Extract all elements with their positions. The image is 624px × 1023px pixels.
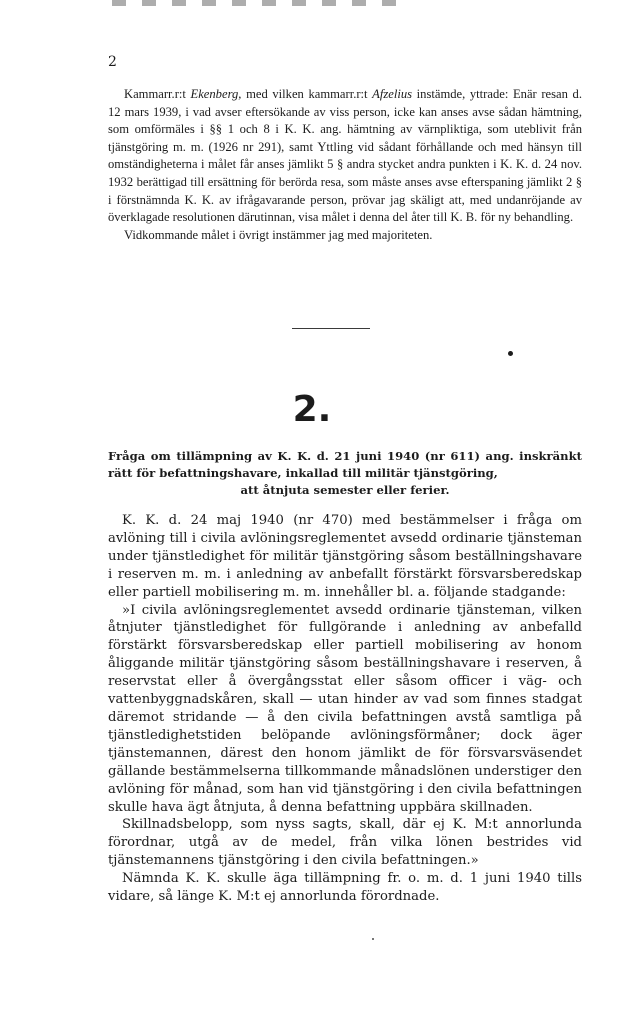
page-number: 2: [108, 54, 118, 70]
dissent-paragraph: [108, 86, 582, 227]
dissent-closing: Vidkommande målet i övrigt instämmer jag med majoriteten.: [124, 227, 433, 242]
body-paragraph: Nämnda K. K. skulle äga tillämpning fr. o. m. d. 1 juni 1940 tills vidare, så länge K. M:t ej annorlunda förordnade.: [108, 871, 582, 905]
judge-name-afzelius: Afzelius: [372, 87, 413, 101]
dissent-text: instämde, yttrade: Enär resan d. 12 mars 1939, i vad avser eftersökande av viss person, icke kan anses avse sådan hämtning, som omförmäles i §§ 1 och 8 i K. K. ang. hämtning av värnpliktiga, som uteblivit från tjänstgöring m. m. (1926 nr 291), samt Yttling vid sådant förhållande och med hänsyn till omständigheterna i målet får anses jämlikt 5 § andra stycket andra punkten i K. K. d. 24 nov. 1932 berättigad till ersättning för berörda resa, som måste anses avse efterspaning jämlikt 2 § i förstnämnda K. K. av ifrågavarande person, prövar jag skäligt att, med undanröjande av överklagade resolutionen därutinnan, visa målet i denna del åter till K. B. för ny behandling.: [108, 87, 582, 225]
dissent-middle: med vilken kammarr.r:t: [246, 87, 368, 101]
section-number: 2.: [292, 389, 332, 430]
section-divider: [292, 328, 370, 329]
previous-section-text: [108, 86, 582, 244]
judge-name-ekenberg: Ekenberg,: [190, 87, 242, 101]
section-body: [108, 512, 582, 906]
body-paragraph: K. K. d. 24 maj 1940 (nr 470) med bestämmelser i fråga om avlöning till i civila avlöningsreglementet avsedd ordinarie tjänsteman under tjänstledighet för militär tjänstgöring såsom beställningshavare i reserven m. m. i anledning av anbefallt förstärkt försvarsberedskap eller partiell mobilisering m. m. innehåller bl. a. följande stadgande:: [108, 513, 582, 600]
ink-speck: [372, 938, 374, 940]
section-heading-line-2: att åtnjuta semester eller ferier.: [240, 483, 450, 497]
ink-dot: [508, 351, 513, 356]
section-heading-line-1: Fråga om tillämpning av K. K. d. 21 juni 1940 (nr 611) ang. inskränkt rätt för befattningshavare, inkallad till militär tjänstgöring,: [108, 449, 582, 480]
dissent-opening: Kammarr.r:t: [124, 87, 186, 101]
body-paragraph: Skillnadsbelopp, som nyss sagts, skall, där ej K. M:t annorlunda förordnar, utgå av de medel, från vilka lönen bestrides vid tjänstemannens tjänstgöring i den civila befattningen.»: [108, 817, 582, 869]
section-heading: [108, 448, 582, 499]
page-top-marks: [112, 0, 412, 6]
body-paragraph: »I civila avlöningsreglementet avsedd ordinarie tjänsteman, vilken åtnjuter tjänstledighet för fullgörande i anledning av anbefalld förstärkt försvarsberedskap eller partiell mobilisering av honom åliggande militär tjänstgöring såsom beställningshavare i reserven, å reservstat eller å övergångsstat eller såsom officer i väg- och vattenbyggnadskåren, skall — utan hinder av vad som finnes stadgat däremot stridande — å den civila befattningen avstå samtliga på tjänstledighetstiden belöpande avlöningsförmåner; dock äger tjänstemannen, därest den honom jämlikt de för försvarsväsendet gällande bestämmelserna tillkommande månadslönen understiger den avlöning för månad, som han vid tjänstgöring i den civila befattningen skulle hava ägt åtnjuta, å denna befattning uppbära skillnaden.: [108, 602, 582, 815]
